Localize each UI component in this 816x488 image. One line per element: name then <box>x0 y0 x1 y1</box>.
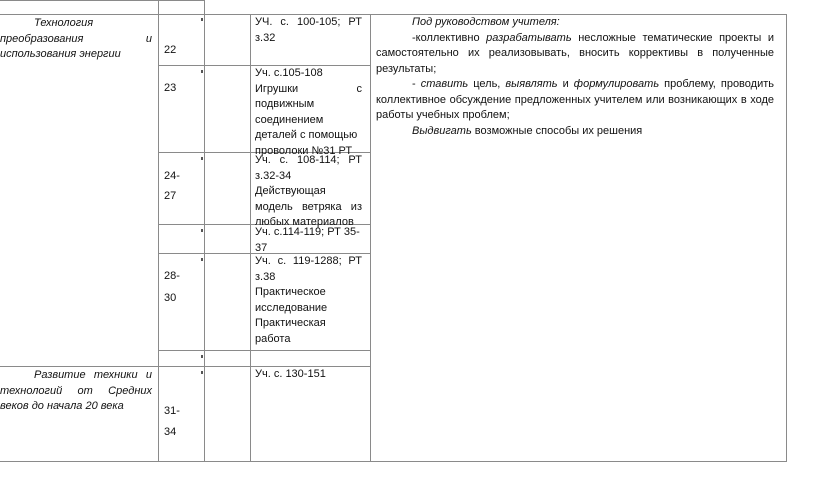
tick-mark <box>201 70 203 73</box>
tick-mark <box>201 229 203 232</box>
content-line: Игрушки с <box>255 82 362 95</box>
lesson-number: 31- <box>164 405 180 417</box>
activity-text: -коллективно <box>412 31 487 44</box>
content-line: з.32-34 <box>255 169 292 182</box>
activity-text: - <box>412 78 421 90</box>
content-cell <box>255 66 362 159</box>
content-line: Уч. с.105-108 <box>255 67 323 79</box>
content-line: работа <box>255 332 291 345</box>
section-line: использования энергии <box>0 48 121 60</box>
tick-mark <box>201 371 203 374</box>
content-cell <box>255 15 362 46</box>
content-line: Уч. с. 108-114; РТ <box>255 154 362 166</box>
section-title-history <box>0 368 152 415</box>
col-line-5 <box>786 14 787 462</box>
content-line: Уч. с.114-119; РТ 35- <box>255 226 360 238</box>
content-line: 37 <box>255 241 268 254</box>
row-line-5 <box>158 350 370 351</box>
activities-heading: Под руководством учителя: <box>412 16 560 28</box>
tick-mark <box>201 258 203 261</box>
content-line: Уч. с. 119-1288; РТ <box>255 255 362 267</box>
activity-emphasis: формулировать <box>573 78 660 90</box>
lesson-number: 27 <box>164 190 177 202</box>
content-line: подвижным <box>255 98 315 110</box>
content-cell <box>255 153 362 231</box>
content-line: исследование <box>255 301 328 314</box>
activities-cell <box>376 15 774 139</box>
tick-mark <box>201 157 203 160</box>
col-line-2 <box>204 0 205 462</box>
lesson-number: 30 <box>164 292 177 304</box>
activity-paragraph-1 <box>376 31 774 78</box>
activity-emphasis: выявлять <box>505 78 558 90</box>
content-line: деталей с помощью <box>255 129 358 141</box>
content-line: Уч. с. 130-151 <box>255 368 326 380</box>
content-line: любых материалов <box>255 216 354 228</box>
lesson-number: 22 <box>164 44 177 56</box>
col-line-1 <box>158 0 159 462</box>
activity-emphasis: разрабатывать <box>486 31 572 44</box>
lesson-number: 24- <box>164 170 180 182</box>
activity-text: проблему, проводить коллективное обсуждение предложенных учителем или возникающих в ходе работы учебных проблем; <box>376 78 774 121</box>
activity-paragraph-3 <box>376 124 774 140</box>
lesson-number: 28- <box>164 270 180 282</box>
section-line: технологий от Средних <box>0 384 152 397</box>
section-line: преобразования и <box>0 32 152 45</box>
table-top-border <box>0 0 204 1</box>
activity-text: цель, <box>468 78 506 90</box>
activity-text: возможные способы их решения <box>471 124 643 137</box>
section-title-energy <box>0 16 152 63</box>
content-cell <box>255 225 362 256</box>
activity-text: несложные тематические проекты и самостоятельно их реализовывать, вносить коррективы в полученные результаты; <box>376 31 774 75</box>
tick-mark <box>201 355 203 358</box>
lesson-number: 23 <box>164 82 177 94</box>
content-line: Практическая <box>255 317 326 329</box>
content-line: з.32 <box>255 31 276 44</box>
section-line: веков до начала 20 века <box>0 400 124 412</box>
content-line: соединением <box>255 113 324 126</box>
activity-text: и <box>557 78 574 90</box>
content-line: модель ветряка из <box>255 200 362 213</box>
content-line: Практическое <box>255 286 326 298</box>
section-line: Технология <box>34 17 94 29</box>
col-line-4 <box>370 14 371 462</box>
content-line: проволоки №31 РТ <box>255 144 353 157</box>
content-cell <box>255 367 362 383</box>
lesson-number: 34 <box>164 426 177 438</box>
col-line-3 <box>250 14 251 462</box>
activity-paragraph-2 <box>376 77 774 124</box>
activity-emphasis: Выдвигать <box>412 124 472 137</box>
activity-emphasis: ставить <box>420 78 469 90</box>
tick-mark <box>201 18 203 21</box>
table-bottom-border <box>0 461 787 462</box>
content-line: Действующая <box>255 185 326 197</box>
section-line: Развитие техники и <box>34 369 152 381</box>
content-cell <box>255 254 362 347</box>
content-line: УЧ. с. 100-105; РТ <box>255 16 362 28</box>
content-line: з.38 <box>255 270 276 283</box>
